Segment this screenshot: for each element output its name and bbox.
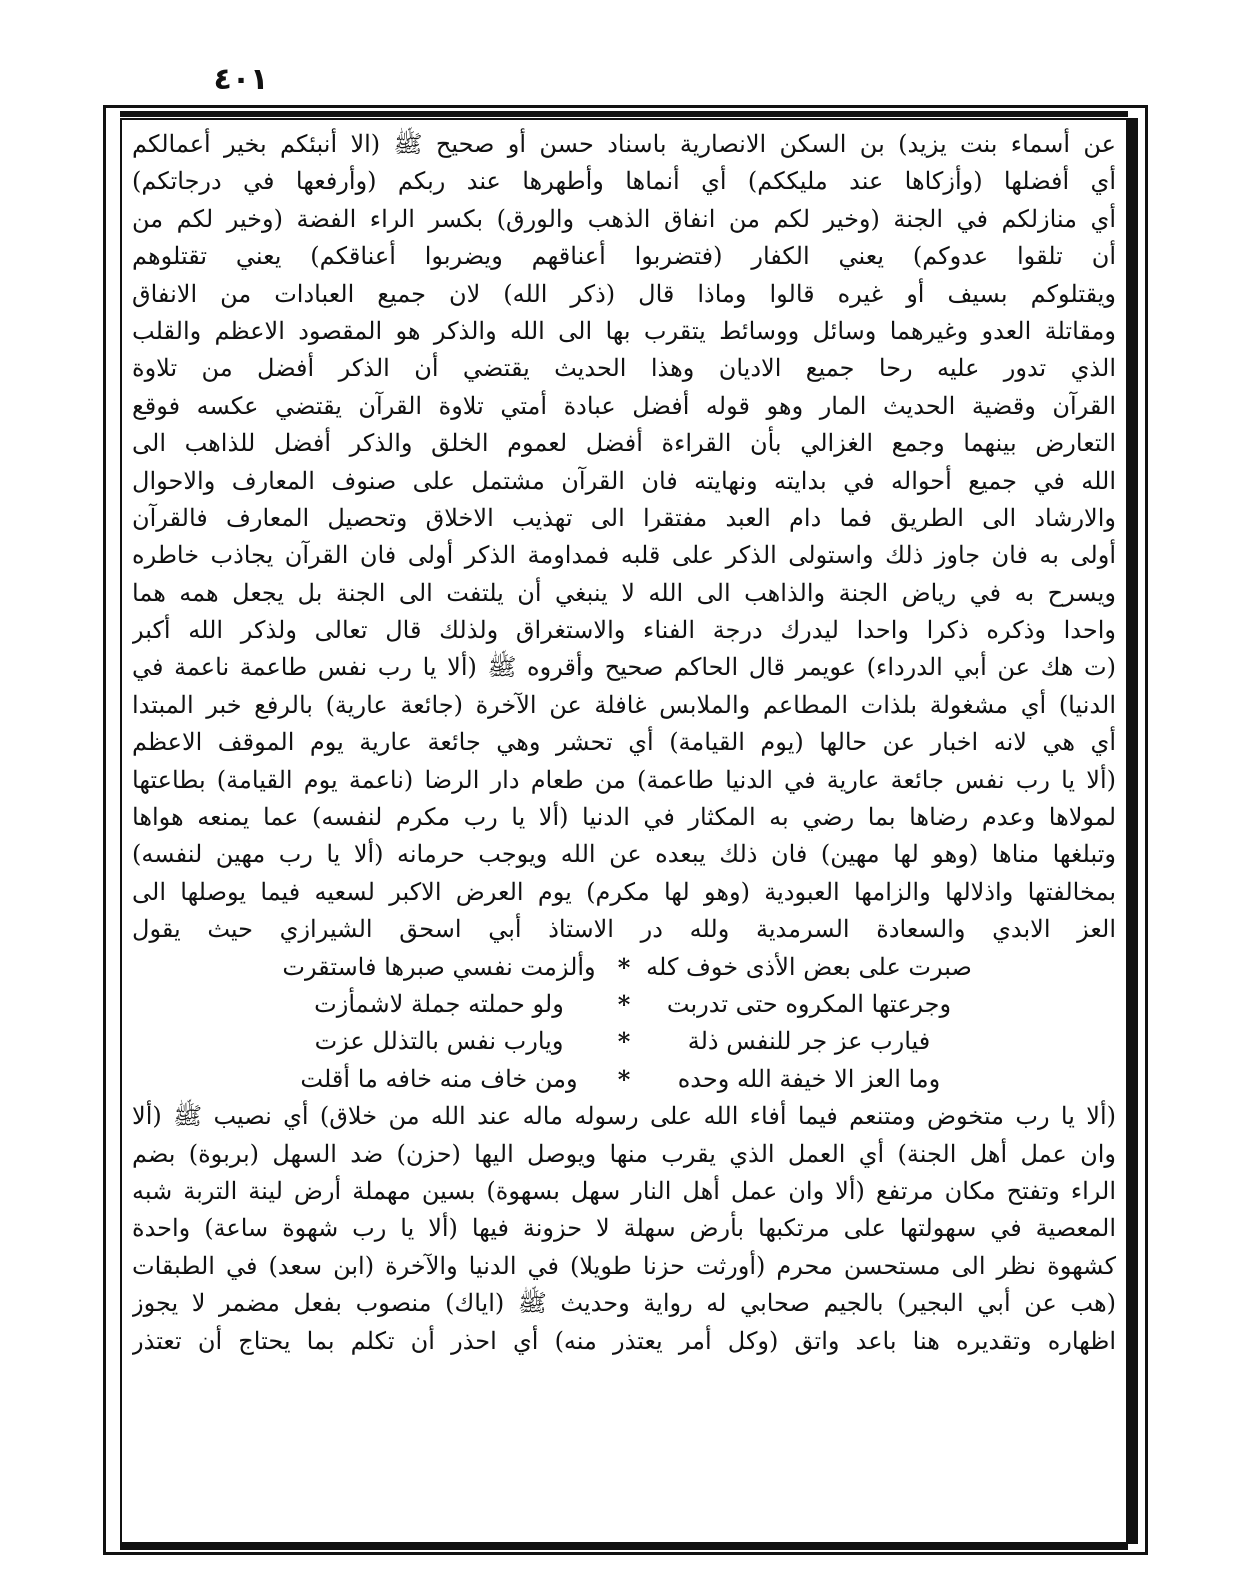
text-line: المعصية في سهولتها على مرتكبها بأرض سهلة لا حزونة فيها (ألا يا رب شهوة ساعة) واحدة — [132, 1214, 1116, 1243]
verse-hemistich-right: وجرعتها المكروه حتى تدربت — [666, 989, 952, 1018]
text-line: الذي تدور عليه رحا جميع الاديان وهذا الحديث يقتضي أن الذكر أفضل من تلاوة — [132, 354, 1116, 383]
frame-bar-bottom — [120, 1544, 1128, 1550]
text-line: العز الابدي والسعادة السرمدية ولله در الاستاذ أبي اسحق الشيرازي حيث يقول — [132, 915, 1116, 944]
text-line: أولى به فان جاوز ذلك واستولى الذكر على قلبه فمداومة الذكر أولى فان القرآن يجاذب خاطره — [132, 541, 1116, 570]
text-line: اظهاره وتقديره هنا باعد واتق (وكل أمر يعتذر منه) أي احذر أن تكلم بما يحتاج أن تعتذر — [132, 1326, 1116, 1355]
text-line: الله في جميع أحواله في بدايته ونهايته فان القرآن مشتمل على صنوف المعارف والاحوال — [132, 466, 1116, 495]
text-line: واحدا وذكره ذكرا واحدا ليدرك درجة الفناء والاستغراق ولذلك قال تعالى ولذكر الله أكبر — [132, 616, 1116, 645]
text-line: والارشاد الى الطريق فما دام العبد مفتقرا الى تهذيب الاخلاق وتحصيل المعارف فالقرآن — [132, 503, 1116, 532]
text-line: بمخالفتها واذلالها والزامها العبودية (وهو لها مكرم) يوم العرض الاكبر لسعيه فيما يوصلها الى — [132, 877, 1116, 906]
text-line: (هب عن أبي البجير) بالجيم صحابي له رواية وحديث ﷺ (اياك) منصوب بفعل مضمر لا يجوز — [132, 1289, 1116, 1318]
text-line: الدنيا) أي مشغولة بلذات المطاعم والملابس غافلة عن الآخرة (جائعة عارية) بالرفع خبر المبتدا — [132, 690, 1116, 719]
verse-hemistich-right: فيارب عز جر للنفس ذلة — [687, 1027, 931, 1056]
text-line: كشهوة نظر الى مستحسن محرم (أورثت حزنا طويلا) في الدنيا والآخرة (ابن سعد) في الطبقات — [132, 1251, 1116, 1280]
verse-hemistich-right: صبرت على بعض الأذى خوف كله — [646, 952, 972, 981]
verse-separator: * — [617, 1064, 631, 1094]
verse-row — [132, 949, 1116, 986]
text-line: أي أفضلها (وأزكاها عند مليككم) أي أنماها وأطهرها عند ربكم (وأرفعها في درجاتكم) — [132, 167, 1116, 196]
text-line: ومقاتلة العدو وغيرهما وسائل ووسائط يتقرب بها الى الله والذكر هو المقصود الاعظم والقلب — [132, 316, 1116, 345]
text-block — [132, 126, 1116, 1536]
verse-separator: * — [617, 1027, 631, 1057]
page-number: ٤٠١ — [213, 62, 269, 97]
text-line: أن تلقوا عدوكم) يعني الكفار (فتضربوا أعناقهم ويضربوا أعناقكم) يعني تقتلوهم — [132, 242, 1116, 271]
text-line: عن أسماء بنت يزيد) بن السكن الانصارية باسناد حسن أو صحيح ﷺ (الا أنبئكم بخير أعمالكم — [132, 130, 1116, 158]
frame-side-right — [1128, 118, 1138, 1544]
text-line: لمولاها وعدم رضاها بما رضي به المكثار في الدنيا (ألا يا رب مكرم لنفسه) عما يمنعه هواها — [132, 803, 1116, 832]
text-line: أي هي لانه اخبار عن حالها (يوم القيامة) أي تحشر وهي جائعة عارية يوم الموقف الاعظم — [132, 728, 1116, 757]
text-line: وان عمل أهل الجنة) أي العمل الذي يقرب منها ويوصل اليها (حزن) ضد السهل (بربوة) بضم — [132, 1139, 1116, 1168]
text-line: (ألا يا رب نفس جائعة عارية في الدنيا طاعمة) من طعام دار الرضا (ناعمة يوم القيامة) بطاعتها — [132, 765, 1116, 794]
verse-hemistich-right: وما العز الا خيفة الله وحده — [677, 1064, 941, 1093]
text-line: (ت هك عن أبي الدرداء) عويمر قال الحاكم صحيح وأقروه ﷺ (ألا يا رب نفس طاعمة ناعمة في — [132, 653, 1116, 682]
text-line: القرآن وقضية الحديث المار وهو قوله أفضل عبادة أمتي تلاوة القرآن يقتضي عكسه فوقع — [132, 391, 1116, 420]
frame-bar-top — [120, 111, 1128, 117]
verse-separator: * — [617, 989, 631, 1019]
verse-row — [132, 1061, 1116, 1098]
verse-row — [132, 1023, 1116, 1060]
verse-row — [132, 986, 1116, 1023]
text-line: ويسرح به في رياض الجنة والذاهب الى الله لا ينبغي أن يلتفت الى الجنة بل يجعل همه هما — [132, 578, 1116, 607]
verse-hemistich-left: ولو حملته جملة لاشمأزت — [314, 989, 564, 1018]
verse-hemistich-left: ومن خاف منه خافه ما أقلت — [300, 1064, 578, 1093]
verse-hemistich-left: وألزمت نفسي صبرها فاستقرت — [282, 952, 596, 981]
text-line: وتبلغها مناها (وهو لها مهين) فان ذلك يبعده عن الله ويوجب حرمانه (ألا يا رب مهين لنفسه) — [132, 840, 1116, 869]
verse-separator: * — [617, 952, 631, 982]
text-line: أي منازلكم في الجنة (وخير لكم من انفاق الذهب والورق) بكسر الراء الفضة (وخير لكم من — [132, 204, 1116, 233]
text-line: التعارض بينهما وجمع الغزالي بأن القراءة أفضل لعموم الخلق والذكر أفضل للذاهب الى — [132, 429, 1116, 458]
text-line: ويقتلوكم بسيف أو غيره قالوا وماذا قال (ذكر الله) لان جميع العبادات من الانفاق — [132, 279, 1116, 308]
text-line: (ألا يا رب متخوض ومتنعم فيما أفاء الله على رسوله ماله عند الله من خلاق) أي نصيب ﷺ (ألا — [132, 1102, 1116, 1131]
verse-hemistich-left: ويارب نفس بالتذلل عزت — [314, 1027, 564, 1056]
text-line: الراء وتفتح مكان مرتفع (ألا وان عمل أهل النار سهل بسهوة) بسين مهملة أرض لينة التربة شبه — [132, 1176, 1116, 1205]
